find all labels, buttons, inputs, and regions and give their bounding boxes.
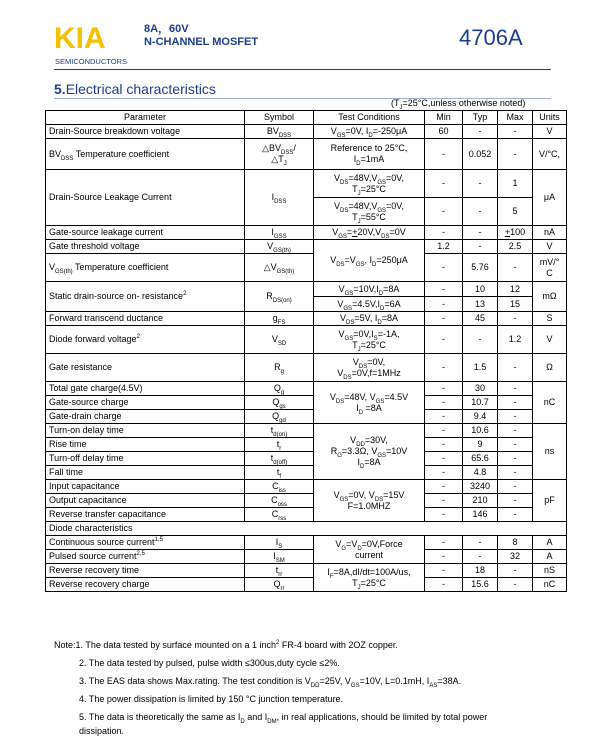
header-cell: Units [533, 111, 567, 125]
note-3: 3. The EAS data shows Max.rating. The test condition is $V_{DD}=25V$, $V_{GS}=10V$, L=0.1mH, $I_{AS}=38A$. [79, 676, 462, 689]
table-row: $V_{GS}=4.5V,I_D=6A$ - 13 15 [46, 297, 567, 312]
note-5: 5. The data is theoretically the same as $I_D$ and $I_{DM}$, in real applications, should be limited by total power dissipation. [79, 712, 488, 736]
table-row: $BV_{DSS}$ Temperature coefficient $\triangle BV_{DSS}/$ $\triangle T_J$ Reference to 25°C, $I_D=1mA$ - 0.052 - V/°C, [46, 139, 567, 170]
header-cell: Min [425, 111, 463, 125]
header-cell: Test Conditions [314, 111, 425, 125]
test-condition-note: ($T_J=25^\circ C,unless$ otherwise noted) [391, 98, 526, 111]
notes [54, 636, 564, 738]
table-row: Static drain-source on- resistance$^2$ $R_{DS(on)}$ $V_{GS}=10V,I_D=8A$ - 10 12 mΩ [46, 282, 567, 297]
header-cell: Max [498, 111, 533, 125]
table-row: Reverse transfer capacitance $C_{rss}$ - 146 - [46, 508, 567, 522]
table-row: Fall time $t_f$ - 4.8 - [46, 466, 567, 480]
note-1: Note:1. The data tested by surface mounted on a 1 inch$^2$ FR-4 board with 2OZ copper. [54, 640, 398, 650]
header-divider [54, 69, 551, 70]
note-4: 4. The power dissipation is limited by 150 °C junction temperature. [79, 694, 344, 704]
header-cell: Typ [463, 111, 498, 125]
table-row: Reverse recovery charge $Q_{rr}$ - 15.6 - nC [46, 578, 567, 592]
table-row: Drain-Source breakdown voltage $BV_{DSS}$ $V_{GS}=0V$, $I_D=-250\mu A$ 60 - - V [46, 125, 567, 139]
company-subtitle: SEMICONDUCTORS [55, 57, 127, 66]
table-row: Pulsed source current$^{2,5}$ $I_{SM}$ - - 32 A [46, 550, 567, 564]
electrical-characteristics-table [45, 110, 567, 592]
table-row: $V_{GS(th)}$ Temperature coefficient $\triangle V_{GS(th)}$ - 5.76 - mV/° C [46, 254, 567, 282]
table-row: Gate-source leakage current $I_{GSS}$ $V_{GS}=+20V,V_{DS}=0V$ - - +100 nA [46, 226, 567, 240]
table-row: Turn-off delay time $t_{d(off)}$ - 65.6 - [46, 452, 567, 466]
company-logo: KIA [54, 22, 106, 55]
table-row: Turn-on delay time $t_{d(on)}$ $V_{DD}=30V$, $R_G=3.3\Omega$, $V_{GS}=10V$ $I_D=8A$ - 10.6 - ns [46, 424, 567, 438]
table-row: Diode forward voltage$^2$ $V_{SD}$ $V_{GS}=0V,I_S=-1A$, $T_J=25^\circ C$ - - 1.2 V [46, 326, 567, 354]
table-row: Gate-drain charge $Q_{gd}$ - 9.4 - [46, 410, 567, 424]
table-row: Total gate charge(4.5V) $Q_g$ $V_{DS}=48V$, $V_{GS}=4.5V$ $I_D =8A$ - 30 - nC [46, 382, 567, 396]
table-row: Continuous source current$^{1,5}$ $I_S$ $V_G=V_D=0V,Force$ current - - 8 A [46, 536, 567, 550]
table-row: Drain-Source Leakage Current $I_{DSS}$ $V_{DS}=48V,V_{GS}=0V$, $T_J=25^\circ C$ - - 1 μA [46, 170, 567, 198]
table-row: Gate resistance $R_g$ $V_{DS}=0V$, $V_{DS}=0V,f=1MHz$ - 1.5 - Ω [46, 354, 567, 382]
table-row: Input capacitance $C_{iss}$ $V_{GS}=0V$, $V_{DS}=15V$ F=1.0MHZ - 3240 - pF [46, 480, 567, 494]
table-section-row: Diode characteristics [46, 522, 567, 536]
table-row: Rise time $t_r$ - 9 - [46, 438, 567, 452]
header-cell: Symbol [245, 111, 314, 125]
section-heading: 5.Electrical characteristics [54, 81, 216, 97]
part-number: 4706A [459, 25, 523, 50]
device-type: N-CHANNEL MOSFET [144, 36, 259, 48]
table-row: Reverse recovery time $t_{rr}$ $I_F=8A,dI/dt=100A/us$, $T_J=25^\circ C$ - 18 - nS [46, 564, 567, 578]
note-2: 2. The data tested by pulsed, pulse width ≤300us,duty cycle ≤2%. [79, 658, 340, 668]
table-row: Output capacitance $C_{oss}$ - 210 - [46, 494, 567, 508]
table-row: Gate-source charge $Q_{gs}$ - 10.7 - [46, 396, 567, 410]
rating-summary: 8A，60V [144, 23, 189, 35]
table-row: Forward transcend ductance $g_{FS}$ $V_{DS}=5V$, $I_D=8A$ - 45 - S [46, 312, 567, 326]
table-row: Gate threshold voltage $V_{GS(th)}$ $V_{DS}=V_{GS}$, $I_D=250\mu A$ 1.2 - 2.5 V [46, 240, 567, 254]
header-cell: Parameter [46, 111, 245, 125]
table-header-row [46, 111, 567, 125]
table-row: $V_{DS}=48V,V_{GS}=0V$, $T_J=55^\circ C$ - - 5 [46, 198, 567, 226]
